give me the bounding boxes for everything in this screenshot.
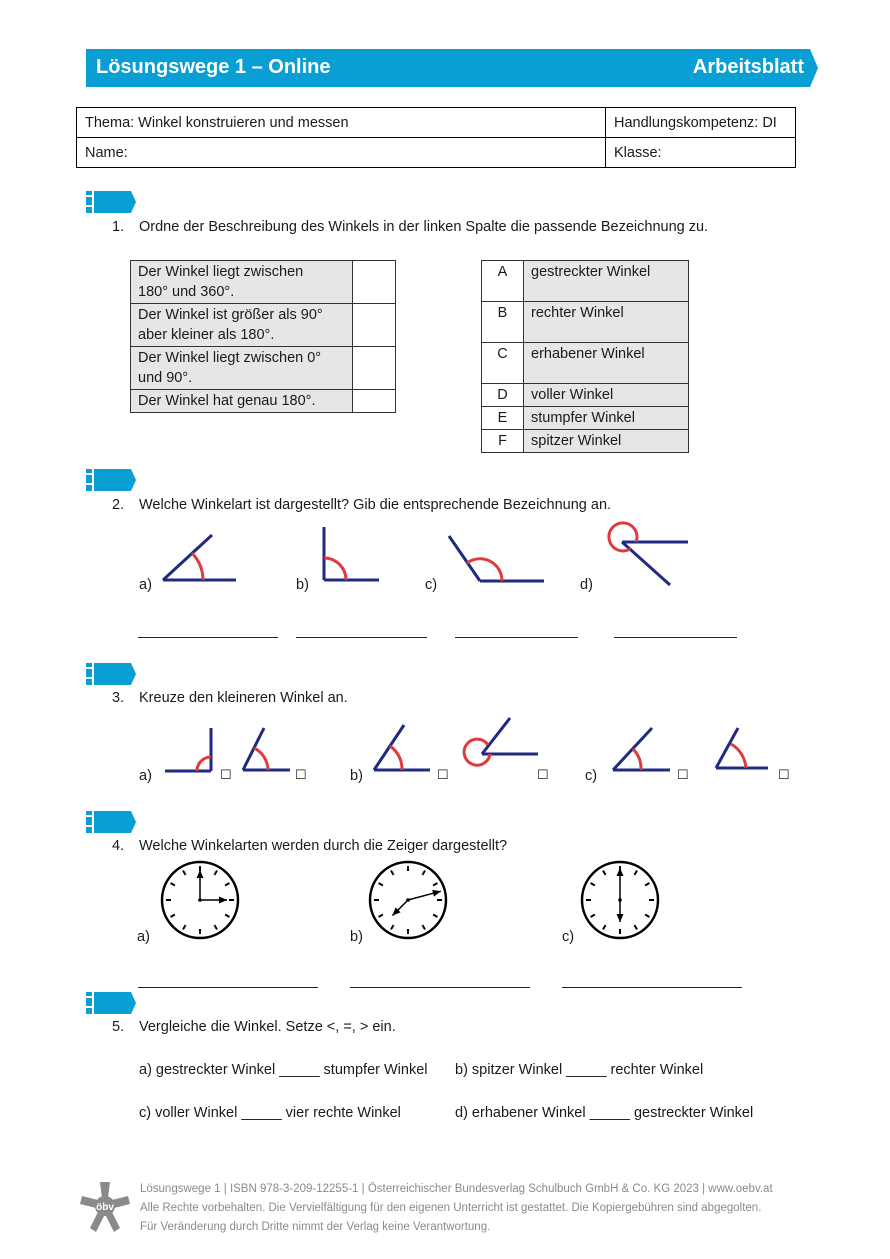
footer-line-2: Alle Rechte vorbehalten. Die Vervielfältigung für den eigenen Unterricht ist gestattet. Die Kopiergebühren sind abgegolten.	[140, 1202, 762, 1214]
q3-angle-a2	[243, 728, 290, 770]
q1-letter: D	[482, 384, 524, 407]
q1-option: gestreckter Winkel	[524, 261, 689, 302]
q5-item-c[interactable]: c) voller Winkel _____ vier rechte Winkel	[139, 1105, 401, 1121]
footer	[140, 1180, 773, 1237]
q4-answer-line[interactable]	[138, 987, 318, 988]
q2-text: Welche Winkelart ist dargestellt? Gib die entsprechende Bezeichnung an.	[139, 497, 612, 513]
q3-label-a: a)	[139, 768, 152, 784]
clock-center	[198, 898, 202, 902]
q3-angle-b2	[464, 718, 538, 765]
footer-line-3: Für Veränderung durch Dritte nimmt der Verlag keine Verantwortung.	[140, 1221, 491, 1233]
book-title: Lösungswege 1 – Online	[96, 56, 331, 78]
q2-number: 2.	[112, 497, 125, 513]
q1-desc-3: Der Winkel liegt zwischen 0° und 90°.	[131, 347, 353, 390]
q2-label-a: a)	[139, 577, 152, 593]
q1-right-table	[481, 260, 689, 453]
section-marker	[86, 191, 138, 213]
q3-angle-a1	[165, 728, 211, 771]
q3-angle-c2	[716, 728, 768, 768]
q3-angle-figures	[130, 712, 810, 782]
q1-letter: B	[482, 302, 524, 343]
section-marker	[86, 469, 138, 491]
q3-checkbox[interactable]: ☐	[437, 767, 449, 782]
q1-text: Ordne der Beschreibung des Winkels in der linken Spalte die passende Bezeichnung zu.	[139, 219, 709, 235]
q3-label-b: b)	[350, 768, 363, 784]
q1-option: stumpfer Winkel	[524, 407, 689, 430]
logo-text: öbv	[96, 1202, 114, 1213]
q2-angle-d	[609, 523, 688, 585]
q1-option: rechter Winkel	[524, 302, 689, 343]
q2-answer-line[interactable]	[455, 637, 578, 638]
footer-line-1: Lösungswege 1 | ISBN 978-3-209-12255-1 | Österreichischer Bundesverlag Schulbuch GmbH & Co. KG 2023 | www.oebv.at	[140, 1183, 773, 1195]
q4-text: Welche Winkelarten werden durch die Zeiger dargestellt?	[139, 838, 508, 854]
q2-label-d: d)	[580, 577, 593, 593]
q3-angle-c1	[613, 728, 670, 770]
klasse-cell[interactable]: Klasse:	[606, 138, 796, 168]
clock-icon	[370, 862, 446, 938]
clock-center	[618, 898, 622, 902]
q1-letter: E	[482, 407, 524, 430]
q1-answer-box[interactable]	[353, 261, 396, 304]
q2-angle-c	[449, 536, 544, 581]
q3-checkbox[interactable]: ☐	[537, 767, 549, 782]
q5-number: 5.	[112, 1019, 125, 1035]
q3-label-c: c)	[585, 768, 598, 784]
section-marker	[86, 663, 138, 685]
q4-number: 4.	[112, 838, 125, 854]
q1-letter: C	[482, 343, 524, 384]
q2-answer-line[interactable]	[614, 637, 737, 638]
q4-label-a: a)	[137, 929, 150, 945]
q3-number: 3.	[112, 690, 125, 706]
q1-option: spitzer Winkel	[524, 430, 689, 453]
q1-desc-2: Der Winkel ist größer als 90° aber kleiner als 180°.	[131, 304, 353, 347]
q1-letter: A	[482, 261, 524, 302]
info-table	[76, 107, 796, 168]
q3-checkbox[interactable]: ☐	[778, 767, 790, 782]
q3-checkbox[interactable]: ☐	[677, 767, 689, 782]
q1-left-table	[130, 260, 396, 413]
section-marker	[86, 811, 138, 833]
q1-desc-4: Der Winkel hat genau 180°.	[131, 390, 353, 413]
q2-angle-b	[324, 527, 379, 580]
q2-angle-figures	[130, 520, 720, 615]
q3-text: Kreuze den kleineren Winkel an.	[139, 690, 348, 706]
q4-answer-line[interactable]	[562, 987, 742, 988]
q5-text: Vergleiche die Winkel. Setze <, =, > ein.	[139, 1019, 396, 1035]
q1-number: 1.	[112, 219, 125, 235]
q4-label-c: c)	[562, 929, 575, 945]
clock-icon	[162, 862, 238, 938]
clock-icon	[582, 862, 658, 938]
q1-option: voller Winkel	[524, 384, 689, 407]
clock-center	[406, 898, 410, 902]
q3-checkbox[interactable]: ☐	[295, 767, 307, 782]
q4-clock-figures	[150, 855, 670, 945]
q5-item-d[interactable]: d) erhabener Winkel _____ gestreckter Winkel	[455, 1105, 754, 1121]
q2-answer-line[interactable]	[296, 637, 427, 638]
q1-answer-box[interactable]	[353, 304, 396, 347]
q2-answer-line[interactable]	[138, 637, 278, 638]
q3-checkbox[interactable]: ☐	[220, 767, 232, 782]
header-banner	[86, 49, 818, 87]
q2-label-b: b)	[296, 577, 309, 593]
q1-option: erhabener Winkel	[524, 343, 689, 384]
q2-angle-a	[163, 535, 236, 580]
q1-letter: F	[482, 430, 524, 453]
thema-cell: Thema: Winkel konstruieren und messen	[77, 108, 606, 138]
q5-item-a[interactable]: a) gestreckter Winkel _____ stumpfer Winkel	[139, 1062, 428, 1078]
q4-answer-line[interactable]	[350, 987, 530, 988]
q1-desc-1: Der Winkel liegt zwischen 180° und 360°.	[131, 261, 353, 304]
sheet-type: Arbeitsblatt	[692, 56, 804, 78]
q4-label-b: b)	[350, 929, 363, 945]
name-cell[interactable]: Name:	[77, 138, 606, 168]
kompetenz-cell: Handlungskompetenz: DI	[606, 108, 796, 138]
q3-angle-b1	[374, 725, 430, 770]
q5-item-b[interactable]: b) spitzer Winkel _____ rechter Winkel	[455, 1062, 704, 1078]
q1-answer-box[interactable]	[353, 347, 396, 390]
q2-label-c: c)	[425, 577, 438, 593]
q1-answer-box[interactable]	[353, 390, 396, 413]
publisher-logo	[80, 1180, 130, 1232]
section-marker	[86, 992, 138, 1014]
